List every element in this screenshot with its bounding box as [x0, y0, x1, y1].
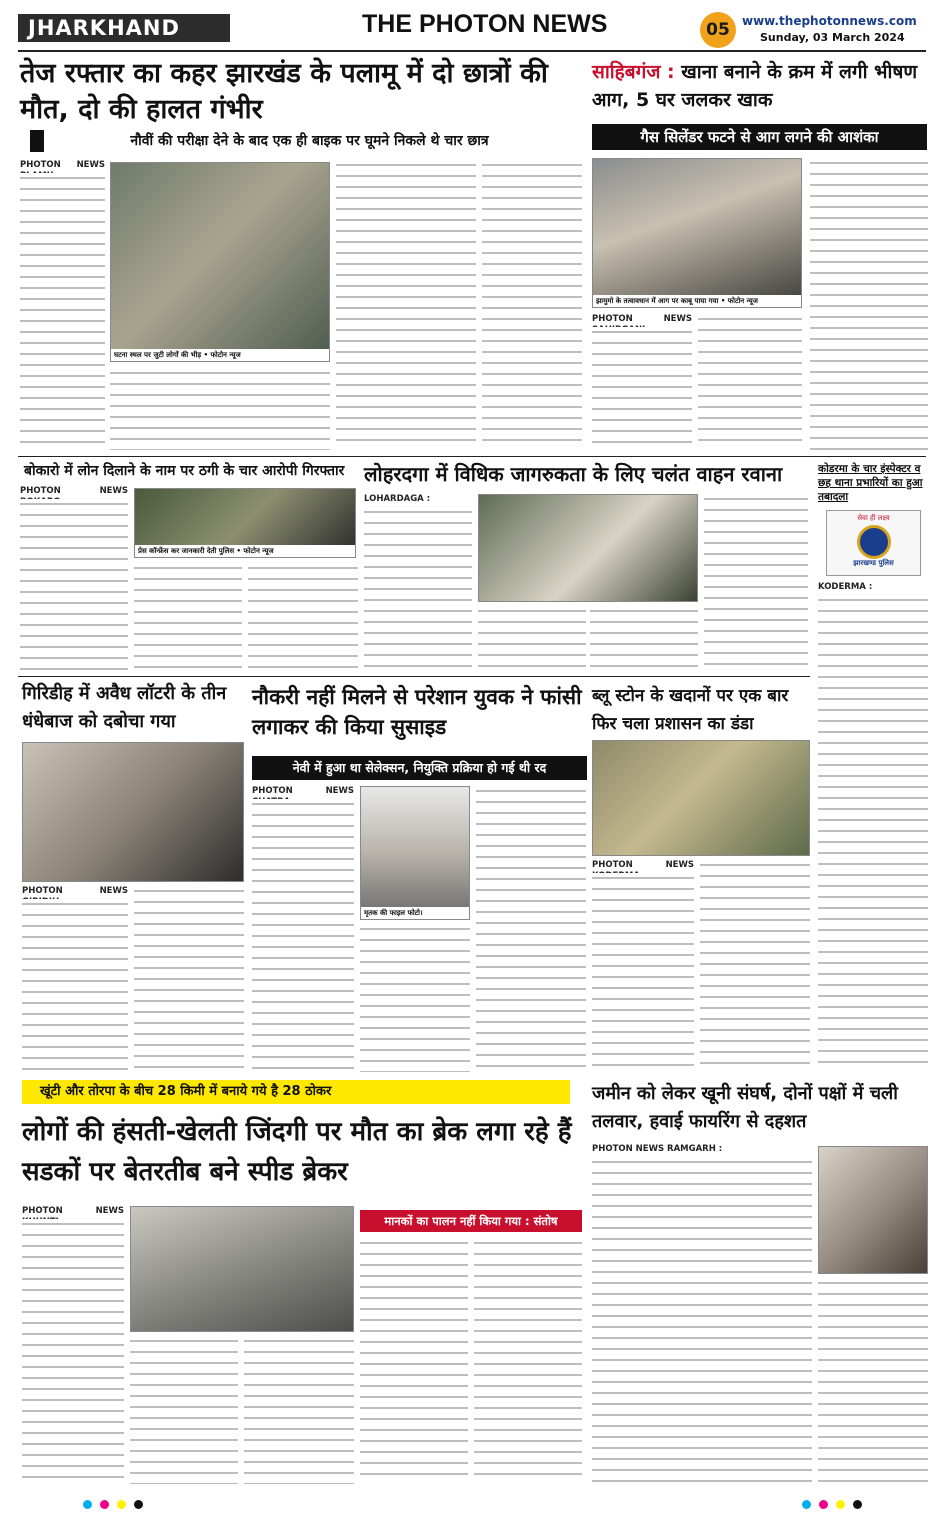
story5-dateline: KODERMA : — [818, 582, 873, 592]
story1-col2 — [110, 368, 330, 450]
story9-kicker: खूंटी और तोरपा के बीच 28 किमी में बनाये गये है 28 ठोकर — [22, 1080, 570, 1104]
story4-col3 — [590, 606, 698, 670]
logo-text: झारखण्ड पुलिस — [853, 559, 894, 567]
story9-headline: लोगों की हंसती-खेलती जिंदगी पर मौत का ब्रेक लगा रहे हैं सडकों पर बेतरतीब बने स्पीड ब्रेकर — [22, 1117, 572, 1187]
story5-headline: कोडरमा के चार इंस्पेक्टर व छह थाना प्रभारियों का हुआ तबादला — [818, 463, 923, 503]
story2-photo — [592, 158, 802, 308]
story8-dateline: PHOTON NEWS — [592, 860, 694, 870]
story3-photo — [134, 488, 356, 558]
story9-quote-bar: मानकों का पालन नहीं किया गया : संतोष — [360, 1210, 582, 1232]
story9-col2 — [130, 1336, 238, 1484]
story7-caption: मृतक की फाइल फोटो। — [361, 907, 469, 919]
story7-col1 — [252, 786, 354, 1072]
story4-headline: लोहरदगा में विधिक जागरुकता के लिए चलंत वाहन रवाना — [364, 462, 783, 486]
story5-body — [818, 582, 928, 1072]
story7-headline: नौकरी नहीं मिलने से परेशान युवक ने फांसी लगाकर की किया सुसाइड — [252, 685, 582, 739]
print-color-marks — [0, 1494, 945, 1508]
section-tag: JHARKHAND — [18, 14, 230, 42]
story8-col2 — [700, 860, 810, 1072]
row1-divider — [18, 456, 926, 457]
story4-dateline: LOHARDAGA : — [364, 494, 431, 504]
story3-col3 — [248, 563, 358, 670]
story2-col2 — [698, 314, 802, 450]
story2-col1 — [592, 314, 692, 450]
story9-photo — [130, 1206, 354, 1332]
story2-subhead: गैस सिलेंडर फटने से आग लगने की आशंका — [592, 124, 927, 150]
story4-photo — [478, 494, 698, 602]
story3-caption: प्रेस कॉन्फ्रेंस कर जानकारी देती पुलिस • फोटोन न्यूज — [135, 545, 355, 557]
story1-col3 — [336, 160, 476, 450]
story2-col3 — [810, 158, 928, 450]
story6-photo — [22, 742, 244, 882]
story2-highlight: साहिबगंज : — [592, 61, 675, 83]
story7-col3 — [476, 786, 586, 1072]
story10-col2 — [818, 1278, 928, 1484]
logo-motto: सेवा ही लक्ष्य — [857, 514, 890, 522]
story2-dateline: PHOTON NEWS — [592, 314, 692, 324]
row2-divider — [18, 676, 810, 677]
page-number-badge: 05 — [700, 12, 736, 48]
story7-dateline: PHOTON NEWS — [252, 786, 354, 796]
story10-photo — [818, 1146, 928, 1274]
story7-col2 — [360, 924, 470, 1072]
jharkhand-police-logo — [826, 510, 921, 576]
story4-col2 — [478, 606, 586, 670]
story4-col1 — [364, 494, 472, 670]
story9-col5 — [474, 1238, 582, 1484]
story8-headline: ब्लू स्टोन के खदानों पर एक बार फिर चला प्रशासन का डंडा — [592, 686, 789, 734]
story10-headline: जमीन को लेकर खूनी संघर्ष, दोनों पक्षों में चली तलवार, हवाई फायरिंग से दहशत — [592, 1083, 898, 1132]
story3-col1 — [20, 486, 128, 670]
story1-col4 — [482, 160, 582, 450]
story1-dateline: PHOTON NEWS — [20, 160, 105, 170]
story6-col1 — [22, 886, 128, 1072]
story9-col4 — [360, 1238, 468, 1484]
story3-col2 — [134, 563, 242, 670]
story1-subhead: नौवीं की परीक्षा देने के बाद एक ही बाइक पर घूमने निकले थे चार छात्र — [30, 130, 575, 152]
website-link[interactable]: www.thephotonnews.com — [742, 14, 917, 28]
story6-headline: गिरिडीह में अवैध लॉटरी के तीन धंधेबाज को दबोचा गया — [22, 683, 227, 732]
story9-col1 — [22, 1206, 124, 1484]
story2-caption: झामुमो के तत्वावधान में आग पर काबू पाया गया • फोटोन न्यूज — [593, 295, 801, 307]
story2-headline — [592, 58, 927, 114]
story6-col2 — [134, 886, 244, 1072]
story3-dateline: PHOTON NEWS — [20, 486, 128, 496]
story9-col3 — [244, 1336, 354, 1484]
story1-caption: घटना स्थल पर जुटी लोगों की भीड़ • फोटोन न्यूज — [111, 349, 329, 361]
story6-dateline: PHOTON NEWS — [22, 886, 128, 896]
paper-name: THE PHOTON NEWS — [362, 10, 608, 38]
story2-headline-text: खाना बनाने के क्रम में लगी भीषण आग, 5 घर जलकर खाक — [592, 61, 918, 111]
story10-dateline: PHOTON NEWS RAMGARH : — [592, 1144, 723, 1154]
issue-date: Sunday, 03 March 2024 — [760, 31, 905, 44]
story1-col1 — [20, 160, 105, 450]
story8-col1 — [592, 860, 694, 1072]
masthead-divider — [18, 50, 926, 52]
story7-photo — [360, 786, 470, 920]
story4-col4 — [704, 494, 808, 670]
story10-col1 — [592, 1144, 812, 1484]
police-badge-icon — [857, 525, 891, 559]
story1-photo — [110, 162, 330, 362]
story3-headline: बोकारो में लोन दिलाने के नाम पर ठगी के चार आरोपी गिरफ्तार — [24, 463, 345, 479]
story1-headline: तेज रफ्तार का कहर झारखंड के पलामू में दो छात्रों की मौत, दो की हालत गंभीर — [20, 58, 548, 125]
story9-dateline: PHOTON NEWS — [22, 1206, 124, 1216]
story7-subhead: नेवी में हुआ था सेलेक्सन, नियुक्ति प्रक्रिया हो गई थी रद — [252, 756, 587, 780]
story8-photo — [592, 740, 810, 856]
